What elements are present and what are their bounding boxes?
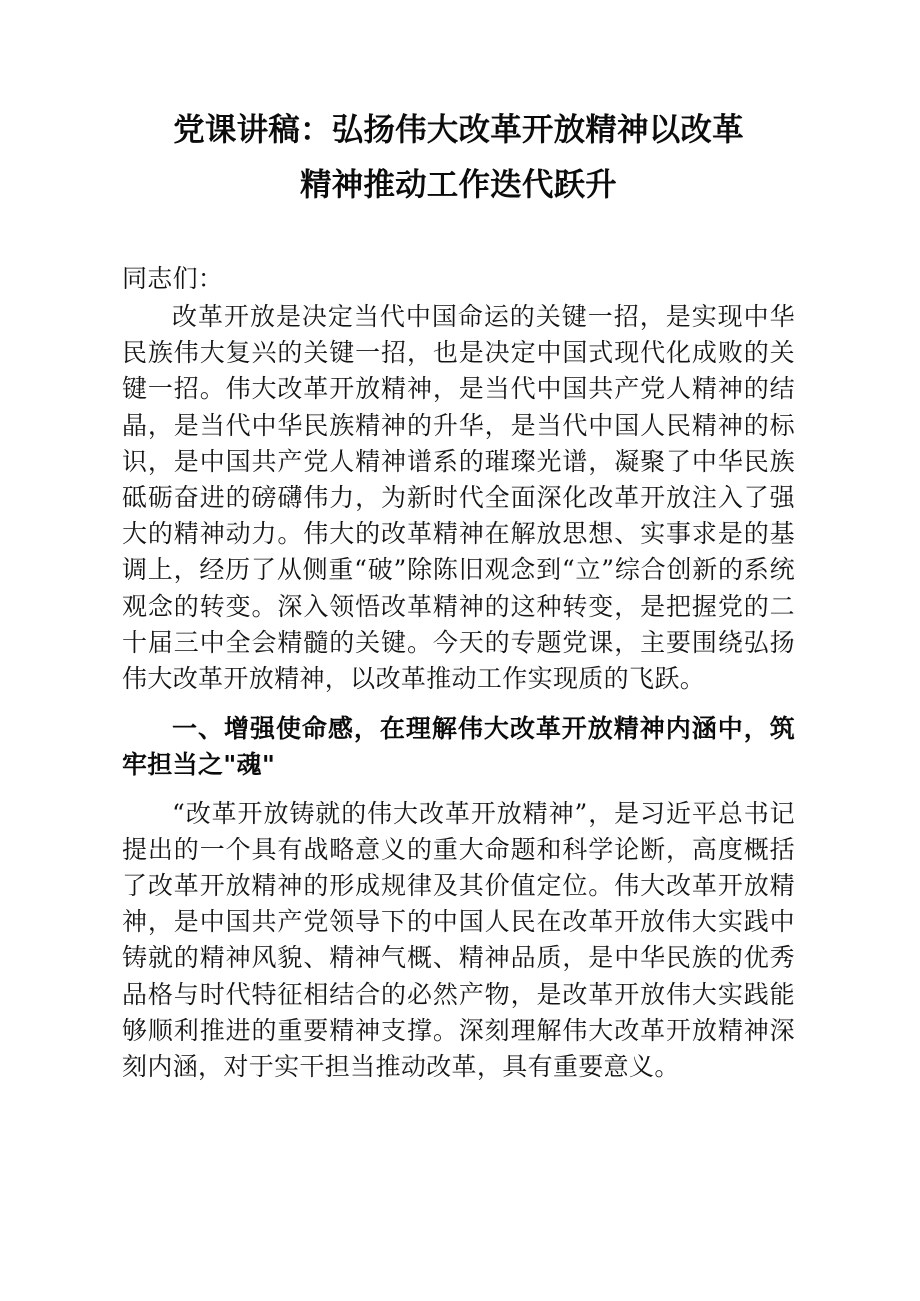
document-content (122, 0, 795, 1085)
body-paragraph-section-one-1: “改革开放铸就的伟大改革开放精神”，是习近平总书记提出的一个具有战略意义的重大命题和科学论断，高度概括了改革开放精神的形成规律及其价值定位。伟大改革开放精神，是中国共产党领导下的中国人民在改革开放伟大实践中铸就的精神风貌、精神气概、精神品质，是中华民族的优秀品格与时代特征相结合的必然产物，是改革开放伟大实践能够顺利推进的重要精神支撑。深刻理解伟大改革开放精神深刻内涵，对于实干担当推动改革，具有重要意义。 (122, 798, 795, 1082)
section-heading-one: 一、增强使命感，在理解伟大改革开放精神内涵中，筑牢担当之"魂" (122, 714, 795, 780)
body-paragraph-intro: 改革开放是决定当代中国命运的关键一招，是实现中华民族伟大复兴的关键一招，也是决定中国式现代化成败的关键一招。伟大改革开放精神，是当代中国共产党人精神的结晶，是当代中华民族精神的升华，是当代中国人民精神的标识，是中国共产党人精神谱系的璀璨光谱，凝聚了中华民族砥砺奋进的磅礴伟力，为新时代全面深化改革开放注入了强大的精神动力。伟大的改革精神在解放思想、实事求是的基调上，经历了从侧重“破”除陈旧观念到“立”综合创新的系统观念的转变。深入领悟改革精神的这种转变，是把握党的二十届三中全会精髓的关键。今天的专题党课，主要围绕弘扬伟大改革开放精神，以改革推动工作实现质的飞跃。 (122, 302, 795, 694)
salutation: 同志们： (122, 264, 224, 293)
page-title-line-1: 党课讲稿：弘扬伟大改革开放精神以改革 (173, 112, 744, 148)
page-title (122, 0, 795, 213)
page-title-line-2: 精神推动工作迭代跃升 (299, 167, 617, 203)
